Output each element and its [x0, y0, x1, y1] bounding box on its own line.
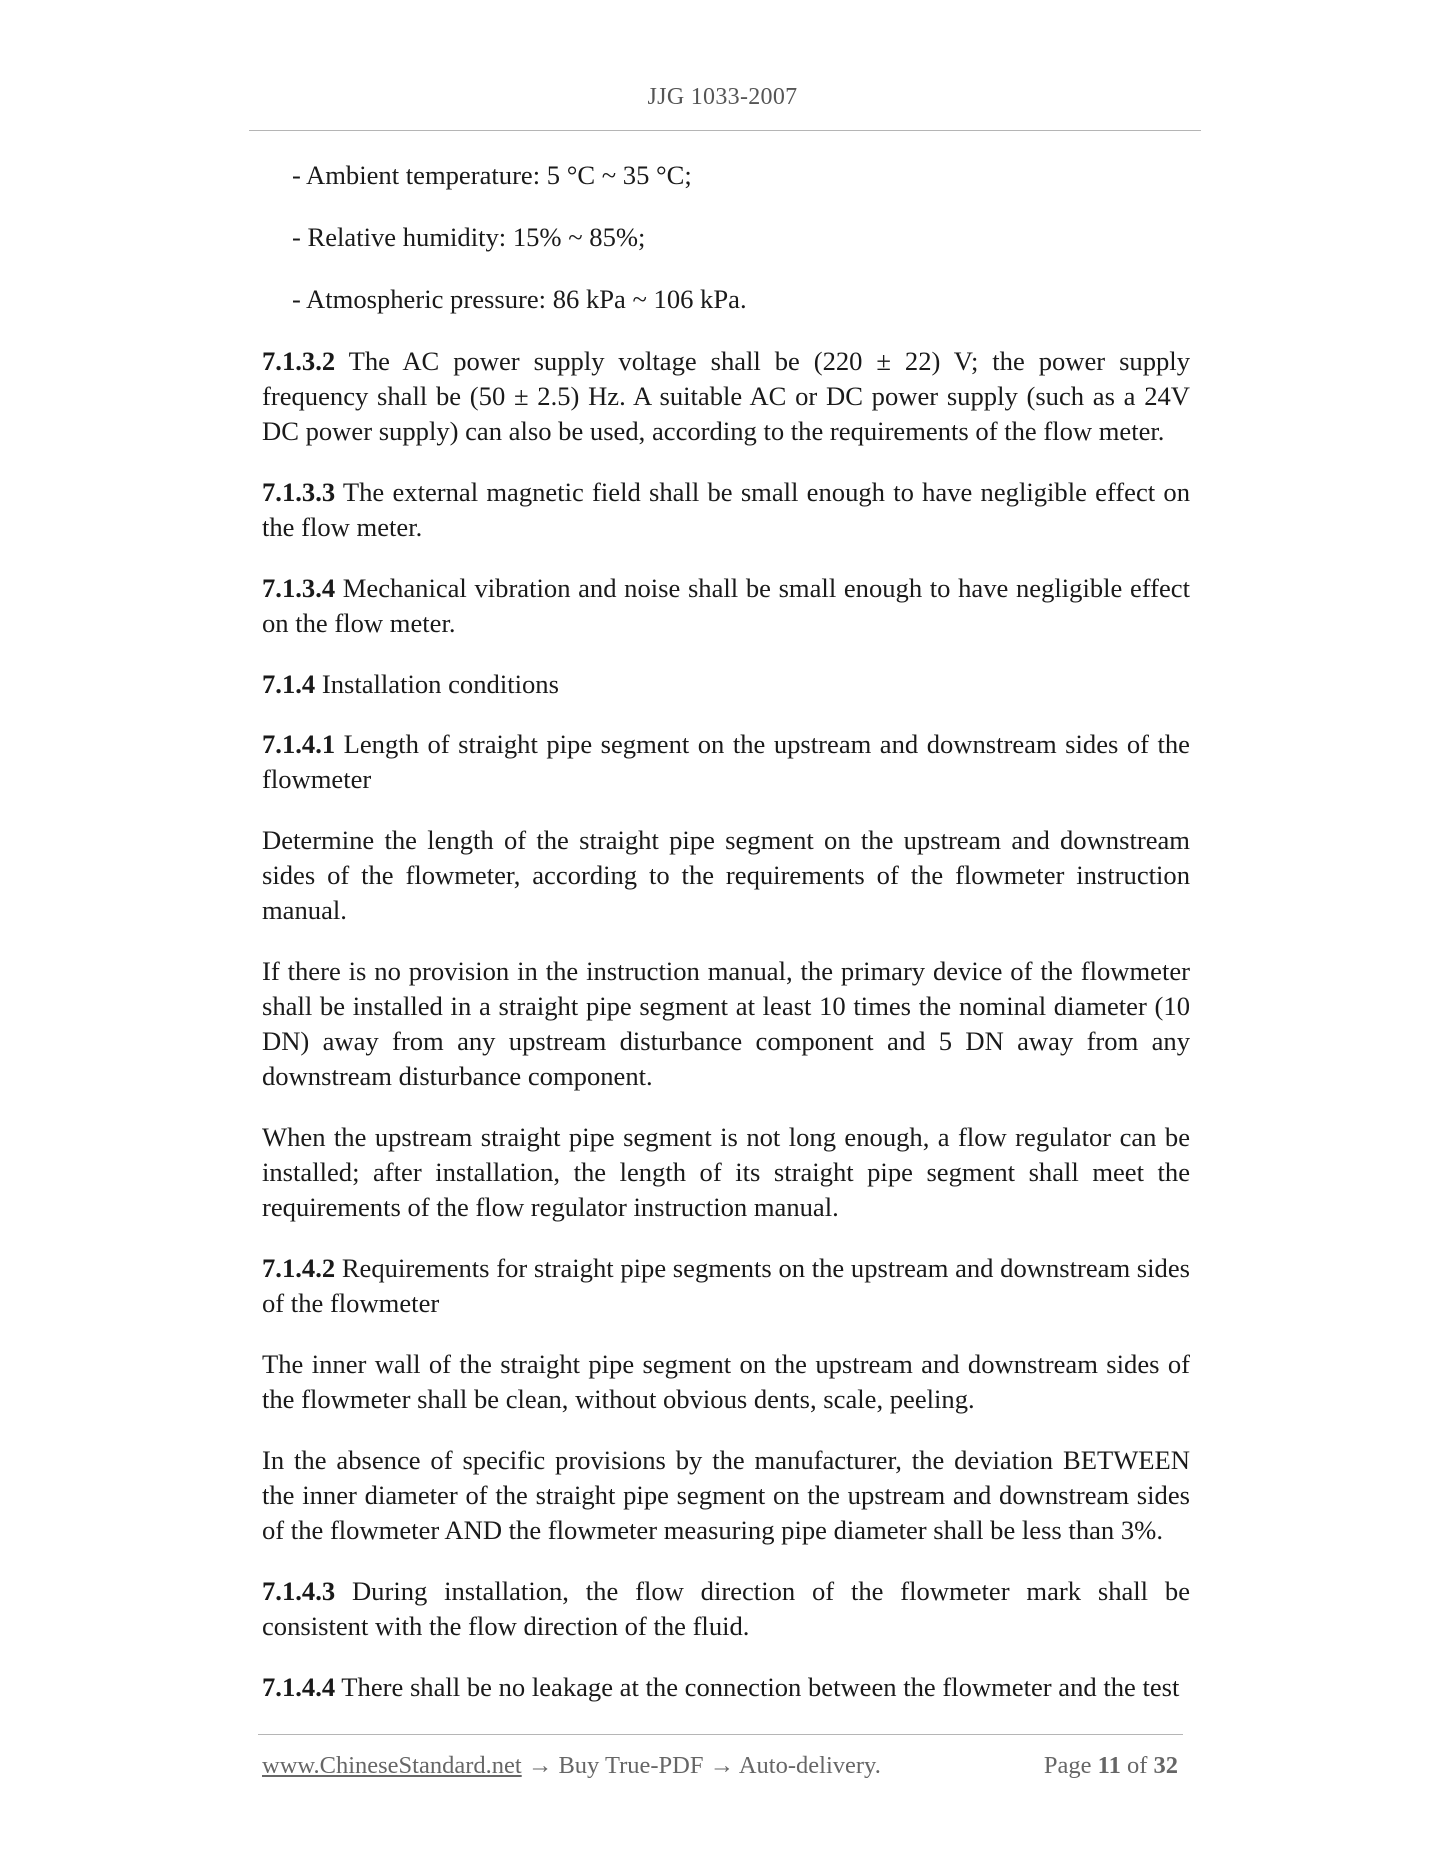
current-page-number: 11: [1097, 1752, 1121, 1779]
of-label: of: [1126, 1752, 1148, 1779]
paragraph-inner-wall: The inner wall of the straight pipe segment on the upstream and downstream sides of the flowmeter shall be clean, without obvious dents, scale, peeling.: [262, 1349, 1190, 1414]
condition-relative-humidity: - Relative humidity: 15% ~ 85%;: [292, 222, 646, 252]
total-page-count: 32: [1153, 1752, 1178, 1779]
paragraph-pipe-length-default: If there is no provision in the instruction manual, the primary device of the flowmeter shall be installed in a straight pipe segment at least 10 times the nominal diameter (10 DN) away from any upstream disturbance component and 5 DN away from any downstream disturbance component.: [262, 956, 1190, 1091]
clause-number: 7.1.4: [262, 669, 316, 699]
condition-ambient-temperature: - Ambient temperature: 5 °C ~ 35 °C;: [292, 160, 692, 190]
footer-promo: [262, 1752, 881, 1780]
document-code-header: JJG 1033-2007: [647, 84, 798, 110]
page-label: Page: [1043, 1752, 1092, 1779]
clause-text: The AC power supply voltage shall be (220 ± 22) V; the power supply frequency shall be (50 ± 2.5) Hz. A suitable AC or DC power supply (such as a 24V DC power supply) can also be used, according to the requirements of the flow meter.: [262, 346, 1190, 446]
page-indicator: [1044, 1752, 1178, 1780]
header-divider: [249, 130, 1201, 131]
clause-text: Mechanical vibration and noise shall be small enough to have negligible effect on the flow meter.: [262, 573, 1190, 638]
clause-7-1-4-4: [262, 1670, 1190, 1705]
clause-7-1-4-3: [262, 1574, 1190, 1644]
clause-number: 7.1.3.2: [262, 346, 336, 376]
clause-number: 7.1.3.4: [262, 573, 336, 603]
footer-divider: [258, 1734, 1183, 1735]
clause-text: Length of straight pipe segment on the upstream and downstream sides of the flowmeter: [262, 729, 1190, 794]
clause-7-1-4-2: [262, 1251, 1190, 1321]
paragraph-pipe-length-manual: Determine the length of the straight pipe segment on the upstream and downstream sides of the flowmeter, according to the requirements of the flowmeter instruction manual.: [262, 825, 1190, 925]
clause-text: Installation conditions: [315, 669, 559, 699]
clause-7-1-3-2: [262, 344, 1190, 449]
clause-text: The external magnetic field shall be small enough to have negligible effect on the flow meter.: [262, 477, 1190, 542]
clause-number: 7.1.4.2: [262, 1253, 336, 1283]
clause-7-1-3-3: [262, 475, 1190, 545]
clause-7-1-4-1: [262, 727, 1190, 797]
clause-number: 7.1.4.4: [262, 1672, 336, 1702]
clause-7-1-3-4: [262, 571, 1190, 641]
clause-number: 7.1.4.3: [262, 1576, 336, 1606]
clause-number: 7.1.3.3: [262, 477, 336, 507]
clause-number: 7.1.4.1: [262, 729, 336, 759]
clause-text: Requirements for straight pipe segments on the upstream and downstream sides of the flowmeter: [262, 1253, 1190, 1318]
page-body: [262, 158, 1190, 1731]
paragraph-diameter-deviation: In the absence of specific provisions by the manufacturer, the deviation BETWEEN the inner diameter of the straight pipe segment on the upstream and downstream sides of the flowmeter AND the flowmeter measuring pipe diameter shall be less than 3%.: [262, 1445, 1190, 1545]
clause-7-1-4: [262, 667, 1190, 702]
paragraph-flow-regulator: When the upstream straight pipe segment is not long enough, a flow regulator can be installed; after installation, the length of its straight pipe segment shall meet the requirements of the flow regulator instruction manual.: [262, 1122, 1190, 1222]
site-link[interactable]: www.ChineseStandard.net: [262, 1752, 522, 1779]
condition-atmospheric-pressure: - Atmospheric pressure: 86 kPa ~ 106 kPa.: [292, 284, 747, 314]
promo-text: → Buy True-PDF → Auto-delivery.: [521, 1752, 881, 1779]
clause-text: There shall be no leakage at the connection between the flowmeter and the test: [335, 1672, 1180, 1702]
clause-text: During installation, the flow direction of the flowmeter mark shall be consistent with the flow direction of the fluid.: [262, 1576, 1190, 1641]
